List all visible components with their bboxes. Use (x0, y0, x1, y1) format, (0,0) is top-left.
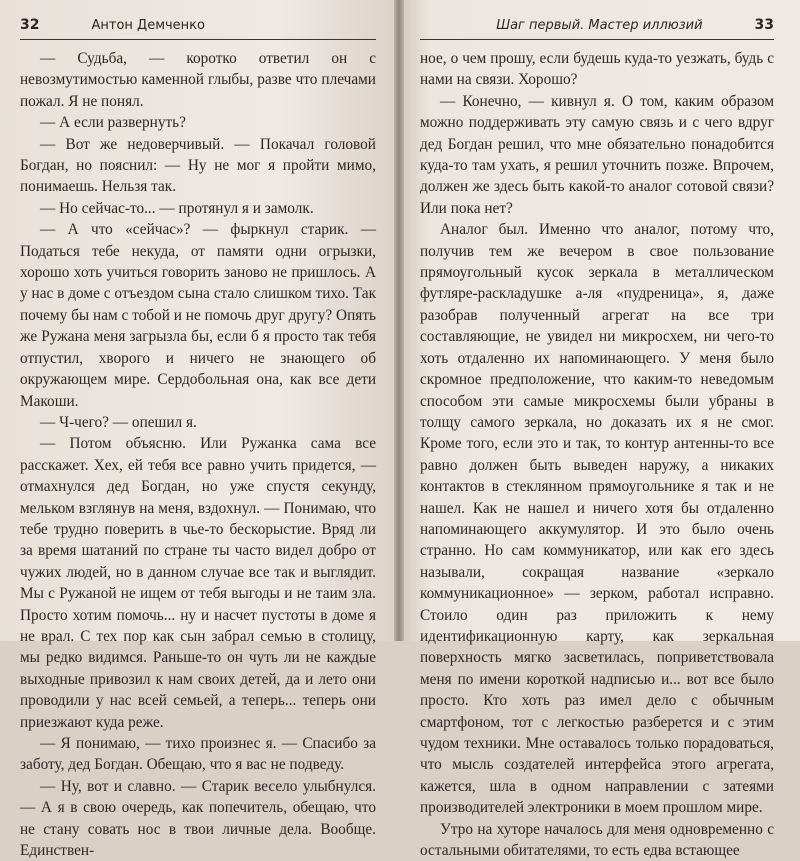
right-page-header (420, 14, 774, 40)
paragraph: — Ч-чего? — опешил я. (40, 413, 197, 431)
page-number-right: 33 (754, 17, 774, 33)
paragraph: — Я понимаю, — тихо произнес я. — Спасибо за заботу, дед Богдан. Обещаю, что я вас не подведу. (20, 735, 376, 774)
paragraph: — Судьба, — коротко ответил он с невозмутимостью каменной глыбы, разве что плечами пожал. Я не понял. (20, 50, 376, 110)
left-page-header (20, 14, 376, 40)
paragraph-continuation: ное, о чем прошу, если будешь куда-то уезжать, будь с нами на связи. Хорошо? (420, 50, 774, 89)
paragraph: — Конечно, — кивнул я. О том, каким образом можно поддерживать эту самую связь и с чего вдруг дед Богдан решил, что мне обязательно понадобится куда-то там ухать, я решил уточнить позже. Впрочем, должен же здесь быть какой-то аналог сотовой связи? Или пока нет? (420, 92, 774, 217)
running-head-chapter: Шаг первый. Мастер иллюзий (496, 17, 703, 33)
paragraph: — А что «сейчас»? — фыркнул старик. — Податься тебе некуда, от памяти одни огрызки, хорошо хоть учиться говорить заново не пришлось. А у нас в доме с отъездом сына стало слишком тихо. Так почему бы нам с тобой и не помочь друг другу? Опять же Ружана меня загрызла бы, если б я просто так тебя отпустил, хворого и ничего не знающего об окружающем мире. Сердобольная она, как все дети Макоши. (20, 221, 376, 410)
paragraph: — А если развернуть? (40, 114, 186, 132)
paragraph: Утро на хуторе началось для меня одновременно с остальными обитателями, то есть едва встающее (420, 820, 774, 860)
left-page-text (20, 48, 376, 861)
right-page-text (420, 48, 774, 861)
paragraph: — Потом объясню. Или Ружанка сама все расскажет. Хех, ей тебя все равно учить придется, — отмахнулся дед Богдан, но уже спустя секунду, мельком взглянув на меня, вздохнул. — Понимаю, что тебе трудно поверить в чье-то бескорыстие. Вряд ли за время шатаний по стране ты часто видел добро от чужих людей, но в данном случае все так и выглядит. Мы с Ружаной не ищем от тебя выгоды и не таим зла. Просто хотим помочь... ну и насчет пустоты в доме я не врал. С тех пор как сын забрал семью в столицу, мы редко видимся. Раньше-то он чуть ли не каждые выходные привозил к нам своих детей, да и лето они проводили у нас всей семьей, а теперь... теперь они приезжают куда реже. (20, 435, 376, 731)
right-page (398, 0, 800, 860)
left-page (0, 0, 398, 860)
book-spine (394, 0, 404, 641)
running-head-author: Антон Демченко (91, 17, 205, 33)
page-number-left: 32 (20, 17, 40, 33)
paragraph: Аналог был. Именно что аналог, потому что, получив тем же вечером в свое пользование прямоугольный кусок зеркала в металлическом футляре-раскладушке а-ля «пудреница», я, даже разобрав полученный агрегат на все три составляющие, не увидел ни микросхем, ни чего-то хоть отдаленно их напоминающего. У меня было скромное предположение, что каким-то неведомым способом эти самые микросхемы были убраны в толщу самого зеркала, но доказать их я не смог. Кроме того, если это и так, то контур антенны-то все равно должен быть выведен наружу, а никаких контактов в стеклянном прямоугольнике я так и не нашел. Как не нашел и ничего хотя бы отдаленно напоминающего аккумулятор. И это было очень странно. Но сам коммуникатор, или как его здесь называли, сокращая название «зеркало коммуникационное» — зерком, работал исправно. Стоило один раз приложить к нему идентификационную карту, как зеркальная поверхность мягко засветилась, поприветствовала меня по имени короткой надписью и... вот все было просто. Кто хоть раз имел дело с обычным смартфоном, тот с легкостью разберется и с этим чудом техники. Мне оставалось только порадоваться, что мысль создателей интерфейса этого агрегата, кажется, шла в одном направлении с затеями производителей электроники в моем прошлом мире. (420, 221, 774, 817)
paragraph: — Ну, вот и славно. — Старик весело улыбнулся. — А я в свою очередь, как попечитель, обещаю, что не стану совать нос в твои личные дела. Вообще. Единствен- (20, 777, 376, 860)
paragraph: — Вот же недоверчивый. — Покачал головой Богдан, но пояснил: — Ну не мог я пройти мимо, понимаешь. Нельзя так. (20, 135, 376, 196)
paragraph: — Но сейчас-то... — протянул я и замолк. (40, 199, 314, 217)
